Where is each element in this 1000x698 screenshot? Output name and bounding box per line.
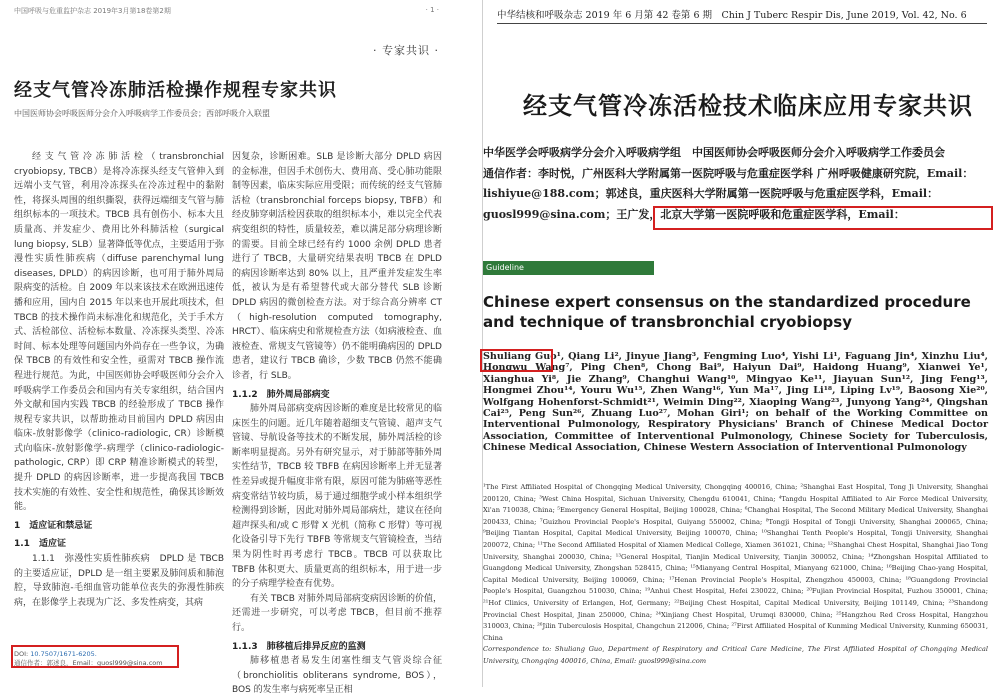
body-paragraph: 经支气管冷冻肺活检（transbronchial cryobiopsy, TBCB）是将冷冻探头经支气管伸入到远端小支气管，利用冷冻探头在冷冻过程中的黏附性，将探头周围的组织撕裂，获得远端细支气管与肺组织标本的一项技术。TBCB 具有创伤小、标本大且质量高、并发症少、费用比外科肺活检（surgical lung biopsy, SLB）显著降低等优点，主要适用于弥漫性实质性肺疾病（diffuse parenchymal lung diseases, DPLD）的病因诊断，也可用于肺外周局限病变的活检。自 2009 年以来该技术在欧洲迅速传播和应用，国内自 2015 年以来也开展此项技术，但 TBCB 的技术操作尚未标准化和规范化，关于手术方式、活检部位、活检标本数量、冷冻探头类型、冷冻时间、标本处理等问题国内外尚存在一些争议，为确保 TBCB 的有效性和安全性，亟需对 TBCB 操作流程进行规范。为此，中国医师协会呼吸医师分会介入呼吸病学工作委员会和国内有关专家组织，结合国内外文献和国内实践 TBCB 的经验形成了 TBCB 操作规程专家共识，以帮助推动目前国内 DPLD 病因由临床-放射影像学（clinico-radiologic, CR）诊断模式向临床-放射影像学-病理学（clinico-radiologic-pathologic, CRP）即 CRP 精准诊断模式的转型，提升 DPLD 的病因诊断率，进一步提高我国 TBCB 技术实施的有效性、安全性和规范性，确保其诊断效能。 bbox=[14, 152, 224, 513]
left-section-tag: · 专家共识 · bbox=[373, 44, 439, 57]
left-journal-page bbox=[0, 0, 483, 696]
correspondence-highlight-box bbox=[11, 645, 179, 668]
section-heading: 1 适应证和禁忌证 bbox=[14, 520, 93, 531]
affiliation-list: ¹The First Affiliated Hospital of Chongqing Medical University, Chongqing 400016, China; ²Shanghai East Hospital, Tong Ji University, Shanghai 200120, China; ³West China Hospital, Sichuan University, Chengdu 610041, China; ⁴Tangdu Hospital Affiliated to Air Force Medical University, Xi'an 710038, China; ⁵Emergency General Hospital, Beijing 100028, China; ⁶Changhai Hospital, The Second Military Medical University, Shanghai 200433, China; ⁷Guizhou Provincial People's Hospital, Guiyang 550002, China; ⁸Tongji Hospital of Tongji University, Shanghai 200065, China; ⁹Beijing Tiantan Hospital, Capital Medical University, Beijing 100070, China; ¹⁰Shanghai Tenth People's Hospital, Tongji University, Shanghai 200072, China; ¹¹The Second Affiliated Hospital of Xiamen Medical College, Xiamen 361021, China; ¹²Shanghai Chest Hospital, Shanghai Jiao Tong University, Shanghai 200030, China; ¹³General Hospital, Tianjin Medical University, Tianjin 300052, China; ¹⁴Zhongshan Hospital Affiliated to Guangdong Medical University, Zhongshan 528415, China; ¹⁵Mianyang Central Hospital, Mianyang 621000, China; ¹⁶Beijing Chao-yang Hospital, Capital Medical University, Beijing 100069, China; ¹⁷Henan Provincial People's Hospital, Zhengzhou 450003, China; ¹⁸Guangdong Provincial People's Hospital, Guangzhou 510030, China; ¹⁹Anhui Chest Hospital, Hefei 230022, China; ²⁰Fujian Provincial Hospital, Fuzhou 350001, China; ²¹Hof Clinics, University of Erlangen, Hof, Germany; ²²Beijing Chest Hospital, Capital Medical University, Beijing 101149, China; ²³Shandong Provincial Chest Hospital, Jinan 250000, China; ²⁴Xinjiang Chest Hospital, Urumqi 830000, China; ²⁵Hangzhou Red Cross Hospital, Hangzhou 310003, China; ²⁶Jilin Tuberculosis Hospital, Changchun 212006, China; ²⁷First Affiliated Hospital of Kunming Medical University, Kunming 650031, China bbox=[483, 483, 988, 642]
correspondence-label: 通信作者： bbox=[483, 166, 538, 180]
english-article-title: Chinese expert consensus on the standardized procedure and technique of transbronchial cryobiopsy bbox=[483, 293, 971, 331]
corresponding-author-highlight-box bbox=[653, 206, 993, 230]
guideline-tag: Guideline bbox=[483, 261, 654, 275]
left-column-1 bbox=[14, 150, 224, 650]
left-article-title: 经支气管冷冻肺活检操作规程专家共识 bbox=[14, 80, 337, 101]
correspondence-line: Correspondence to: Shuliang Guo, Department of Respiratory and Critical Care Medicine, The First Affiliated Hospital of Chongqing Medical University, Chongqing 400016, China, Email: guosl999@sina.com bbox=[483, 645, 988, 665]
body-paragraph: 因复杂，诊断困难。SLB 是诊断大部分 DPLD 病因的金标准，但因手术创伤大、费用高、受心肺功能限制等因素，临床实际应用受限；而传统的经支气管肺活检（transbronchial forceps biopsy, TBFB）和经皮肺穿刺活检因获取的组织标本小，难以完全代表病变组织的特性，质量较差，难以满足部分病理诊断的需要。目前全球已经有约 1000 余例 DPLD 患者进行了 TBCB，大量研究结果表明 TBCB 在 DPLD 的病因诊断率达到 80% 以上，且严重并发症发生率低，被认为是有希望替代或大部分替代 SLB 诊断 DPLD 病因的微创检查方法。对于综合高分辨率 CT（high-resolution computed tomography, HRCT）、临床病史和常规检查方法（如病液检查、血液检查、常规支气管镜等）仍不能明确病因的 DPLD 患者，建议行 TBCB 确诊，少数 TBCB 仍然不能确诊者，行 SLB。 bbox=[232, 152, 442, 381]
correspondence-note: 通信作者：郭述良，Email：guosl999@sina.com bbox=[14, 659, 163, 667]
other-authors: ¹, Qiang Li², Jinyue Jiang³, Fengming Luo⁴, Yishi Li¹, Faguang Jin⁴, Xinzhu Liu⁴, Hongwu Wang⁷, Ping Chen⁸, Chong Bai⁹, Haiyun Dai⁹, Haidong Huang⁹, Xianwei Ye¹, Xianghua Yi⁸, Jie Zhang⁹, Changhui Wang¹⁰, Mingyao Ke¹¹, Jiayuan Sun¹², Jing Feng¹³, Hongmei Zhou¹⁴, Youru Wu¹⁵, Zhen Wang¹⁶, Yun Ma¹⁷, Jing Li¹⁸, Liping Lv¹⁹, Baosong Xie²⁰, Wolfgang Hohenforst-Schmidt²¹, Weimin Ding²², Xiaoping Wang²³, Junyong Yang²⁴, Qingshan Cai²⁵, Peng Sun²⁶, Zhuang Luo²⁷, Mohan Giri¹; on behalf of the Working Committee on Interventional Pulmonology, Respiratory Physicians' Branch of Chinese Medical Doctor Association, Committee of Interventional Pulmonology, Chinese Society for Tuberculosis, Chinese Medical Association, Chinese Western Association of Interventional Pulmonology bbox=[483, 351, 988, 454]
right-journal-page bbox=[483, 0, 1000, 687]
author-group: 中华医学会呼吸病学分会介入呼吸病学组 中国医师协会呼吸医师分会介入呼吸病学工作委员会 bbox=[483, 146, 945, 159]
left-running-header: 中国呼吸与危重监护杂志 2019年3月第18卷第2期 bbox=[14, 7, 171, 15]
doi-link[interactable]: 10.7507/1671-6205. bbox=[30, 650, 97, 658]
right-article-title: 经支气管冷冻活检技术临床应用专家共识 bbox=[523, 92, 973, 120]
header-rule bbox=[497, 23, 987, 24]
subsection-heading: 1.1.3 肺移植后排异反应的监测 bbox=[232, 641, 366, 652]
body-paragraph: 肺移植患者易发生闭塞性细支气管炎综合征（bronchiolitis obliterans syndrome, BOS），BOS 的发生率与病死率呈正相 bbox=[232, 656, 442, 696]
subsection-heading: 1.1.2 肺外周局部病变 bbox=[232, 389, 330, 400]
left-page-number: · 1 · bbox=[425, 6, 439, 14]
english-author-list bbox=[483, 351, 988, 454]
subsection-heading: 1.1 适应证 bbox=[14, 539, 66, 550]
corresponding-author-3: 王广发，北京大学第一医院呼吸和危重症医学科，Email： bbox=[616, 207, 905, 221]
left-column-2 bbox=[232, 150, 442, 696]
body-paragraph: 有关 TBCB 对肺外周局部病变病因诊断的价值，还需进一步研究，可以考虑 TBCB，但目前不推荐行。 bbox=[232, 593, 442, 633]
right-running-header: 中华结核和呼吸杂志 2019 年 6 月第 42 卷第 6 期 Chin J Tuberc Respir Dis, June 2019, Vol. 42, No. 6 bbox=[497, 10, 967, 21]
first-author-highlight-box bbox=[480, 349, 553, 372]
doi-label: DOI: bbox=[14, 650, 31, 658]
affiliations-block bbox=[483, 482, 988, 668]
body-paragraph: 1.1.1 弥漫性实质性肺疾病 DPLD 是 TBCB 的主要适应证，DPLD 是一组主要累及肺间质和肺泡腔，导致肺泡-毛细血管功能单位丧失的弥漫性肺疾病，在影像学上表现为广泛、多发性病变，其病 bbox=[14, 554, 224, 608]
first-author: Shuliang Guo bbox=[483, 351, 557, 362]
corresponding-author-1: 李时悦，广州医科大学附属第一医院呼吸与危重症医学科 广州呼吸健康研究院，Email：lishiyue@188.com； bbox=[483, 166, 974, 200]
body-paragraph: 肺外周局部病变病因诊断的难度是比较常见的临床医生的问题。近几年随着超细支气管镜、超声支气管镜、导航设备等技术的不断发展，肺外周活检的诊断率明显提高。另外有研究显示，对于肺部等肺外周实性结节，TBCB 较 TBFB 在病因诊断率上并无显著性差异或提升幅度非常有限，原因可能为肺癌等恶性病变常结节较均质，易于通过细胞学或小样本组织学检测得到诊断，因此对肺外周局部病灶，建议在径向超声探头和/或 C 形臂 X 光机（简称 C 形臂）等可视化设备引导下先行 TBFB 等常规支气管镜检查，当结果为阴性时再考虑行 TBCB。TBCB 可以获取比 TBFB 体积更大、质量更高的组织标本，用于进一步的分子病理学检查有优势。 bbox=[232, 404, 442, 590]
left-article-authors: 中国医师协会呼吸医师分会介入呼吸病学工作委员会；西部呼吸介入联盟 bbox=[14, 109, 270, 118]
corresponding-author-2: 郭述良，重庆医科大学附属第一医院呼吸与危重症医学科，Email：guosl999@sina.com； bbox=[483, 187, 939, 221]
